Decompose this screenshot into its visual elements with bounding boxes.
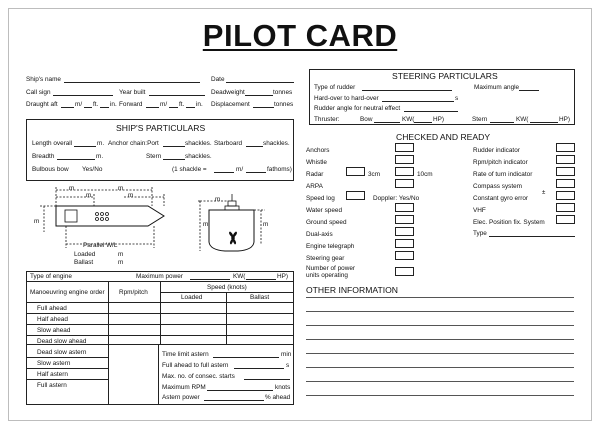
stern-kw-label: KW( [516,116,529,123]
radar-10cm-label: 10cm [417,171,433,178]
type-of-rudder-field[interactable] [362,90,452,91]
page-title: PILOT CARD [202,18,398,53]
astern-power-field[interactable] [204,400,264,401]
bow-hp-label: HP) [433,116,445,123]
year-built-field[interactable] [149,95,205,96]
shackle-m-field[interactable] [214,172,234,173]
astern-power-label: Astern power [162,394,200,401]
anchor-starboard-field[interactable] [246,146,263,147]
displacement-field[interactable] [253,107,274,108]
forward-in-unit: in. [196,101,203,108]
hull-superstructure [65,210,77,222]
engine-table-rule [26,344,294,345]
check-rudder-indicator-box[interactable] [556,143,575,152]
forward-m-unit: m/ [160,101,168,108]
check-power-units-label-1: Number of power [306,265,356,272]
date-field[interactable] [226,82,294,83]
max-power-hp-label: HP) [277,273,289,280]
steering-heading: STEERING PARTICULARS [392,71,498,81]
shackle-m-unit: m/ [236,166,244,173]
anchor-port-unit: shackles. [185,140,212,147]
radar-3cm-label: 3cm [368,171,381,178]
deadweight-label: Deadweight [211,89,245,96]
loaded-m-unit: m [118,251,124,258]
other-information-heading: OTHER INFORMATION [306,285,398,295]
engine-table-rule [26,324,294,325]
draught-aft-ft-unit: ft. [93,101,99,108]
forward-ft-unit: ft. [179,101,185,108]
max-power-hp-field[interactable] [246,279,276,280]
engine-table-rule [26,368,108,369]
call-sign-label: Call sign [26,89,51,96]
position-fix-type-label: Type [473,230,487,237]
ship-profile-diagrams [24,184,296,268]
check-arpa-box[interactable] [395,179,414,188]
loaded-header: Loaded [181,294,203,301]
check-power-units-label-2: units operating [306,272,348,279]
hull-plan-outline [56,206,164,226]
check-radar-3cm-box[interactable] [346,167,365,176]
ballast-header: Ballast [250,294,270,301]
diagram-m-label-3: m [86,192,92,199]
check-rpm-indicator-box[interactable] [556,155,575,164]
anchor-stern-unit: shackles. [185,153,212,160]
bulbous-bow-value[interactable]: Yes/No [82,166,103,173]
deadweight-field[interactable] [245,95,273,96]
diagram-m-label-1: m [69,185,75,192]
check-dual-axis-box[interactable] [395,227,414,236]
draught-aft-in-field[interactable] [100,107,109,108]
engine-table-rule [26,335,294,336]
maximum-power-label: Maximum power [136,273,183,280]
diagram-m-label-6: m [215,196,221,203]
breadth-unit: m. [96,153,104,160]
manoeuvring-order-header: Manoeuvring engine order [30,289,105,296]
engine-table-rule [108,281,109,405]
order-half-astern: Half astern [37,371,68,378]
order-dead-slow-astern: Dead slow astern [37,349,87,356]
hard-over-field[interactable] [382,101,454,102]
engine-table-rule [26,313,294,314]
maximum-rpm-field[interactable] [207,390,273,391]
full-ahead-astern-unit: s [286,362,290,369]
other-info-line-8[interactable] [306,395,574,396]
engine-table-rule [158,344,159,405]
maximum-power-field[interactable] [190,279,230,280]
stern-hp-label: HP) [559,116,571,123]
check-speed-log-box[interactable] [346,191,365,200]
check-vhf-label: VHF [473,207,486,214]
diagram-m-label-5: m [34,218,40,225]
anchor-chain-label: Anchor chain:Port [108,140,159,147]
ballast-label: Ballast [74,259,94,266]
ship-particulars-heading: SHIP'S PARTICULARS [116,123,206,133]
ballast-m-unit: m [118,259,124,266]
bulbous-bow-label: Bulbous bow [32,166,69,173]
check-position-fix-label: Elec. Position fix. System [473,219,545,226]
parallel-wl-label: Parallel W/L [83,242,118,249]
gyro-plus-minus-icon: ± [542,190,546,196]
forward-in-field[interactable] [186,107,195,108]
check-steering-gear-box[interactable] [395,251,414,260]
check-position-fix-box[interactable] [556,215,575,224]
full-ahead-astern-label: Full ahead to full astern [162,362,229,369]
rpm-pitch-header: Rpm/pitch [119,289,148,296]
draught-aft-m-unit: m/ [75,101,83,108]
check-vhf-box[interactable] [556,203,575,212]
forward-ft-field[interactable] [169,107,178,108]
year-built-label: Year built [119,89,146,96]
check-gyro-error-label: Constant gyro error [473,195,529,202]
shackle-fathoms-field[interactable] [246,172,266,173]
anchor-starboard-unit: shackles. [263,140,290,147]
order-half-ahead: Half ahead [37,316,68,323]
draught-aft-m-field[interactable] [61,107,74,108]
rudder-neutral-label: Rudder angle for neutral effect [314,105,401,112]
ships-name-label: Ship's name [26,76,61,83]
order-slow-ahead: Slow ahead [37,327,71,334]
engine-table-rule [226,292,227,344]
type-of-rudder-label: Type of rudder [314,84,356,91]
order-full-astern: Full astern [37,382,67,389]
deadweight-unit: tonnes [273,89,293,96]
maximum-rpm-label: Maximum RPM [162,384,206,391]
thruster-label: Thruster: [314,116,340,123]
check-rate-of-turn-label: Rate of turn indicator [473,171,533,178]
other-info-line-4[interactable] [306,339,574,340]
order-full-ahead: Full ahead [37,305,67,312]
maximum-angle-label: Maximum angle [474,84,520,91]
length-overall-label: Length overall [32,140,73,147]
check-ground-speed-box[interactable] [395,215,414,224]
check-radar-10cm-box[interactable] [395,167,414,176]
other-info-line-6[interactable] [306,367,574,368]
draught-aft-label: Draught aft [26,101,58,108]
maximum-rpm-unit: knots [275,384,291,391]
checked-ready-heading: CHECKED AND READY [396,132,491,142]
check-dual-axis-label: Dual-axis [306,231,333,238]
max-power-kw-label: KW( [233,273,246,280]
check-anchors-box[interactable] [395,143,414,152]
time-limit-astern-field[interactable] [213,357,279,358]
check-ground-speed-label: Ground speed [306,219,347,226]
breadth-field[interactable] [57,159,95,160]
other-info-line-7[interactable] [306,381,574,382]
shackle-equation-label: (1 shackle = [172,166,207,173]
anchor-stern-label: Stern [146,153,162,160]
diagram-m-label-4: m [128,192,134,199]
time-limit-astern-unit: min [281,351,292,358]
rudder-neutral-field[interactable] [404,111,458,112]
check-rate-of-turn-box[interactable] [556,167,575,176]
stern-thruster-field[interactable] [490,122,514,123]
check-gyro-error-box[interactable] [556,191,575,200]
diagram-m-label-8: m [263,221,269,228]
engine-table-rule [26,357,108,358]
diagram-m-label-7: m [203,221,209,228]
check-rudder-indicator-label: Rudder indicator [473,147,520,154]
starboard-label: Starboard [214,140,243,147]
draught-aft-in-unit: in. [110,101,117,108]
doppler-label: Doppler: Yes/No [373,195,420,202]
check-whistle-label: Whistle [306,159,327,166]
order-slow-astern: Slow astern [37,360,71,367]
breadth-label: Breadth [32,153,55,160]
check-power-units-box[interactable] [395,267,414,276]
check-whistle-box[interactable] [395,155,414,164]
stern-hp-field[interactable] [530,122,558,123]
other-info-line-3[interactable] [306,325,574,326]
other-info-line-1[interactable] [306,297,574,298]
engine-table-rule [26,302,294,303]
shackle-fathoms-unit: fathoms) [267,166,292,173]
date-label: Date [211,76,225,83]
check-steering-gear-label: Steering gear [306,255,345,262]
check-rpm-indicator-label: Rpm/pitch indicator [473,159,528,166]
time-limit-astern-label: Time limit astern [162,351,209,358]
other-info-line-5[interactable] [306,353,574,354]
bow-thruster-label: Bow [360,116,373,123]
draught-aft-ft-field[interactable] [84,107,92,108]
max-consec-starts-label: Max. no. of consec. starts [162,373,235,380]
displacement-unit: tonnes [274,101,294,108]
full-ahead-astern-field[interactable] [234,368,284,369]
stern-thruster-label: Stern [472,116,488,123]
engine-table-rule [160,292,294,293]
bow-hp-field[interactable] [414,122,432,123]
call-sign-field[interactable] [53,95,113,96]
bow-thruster-field[interactable] [374,122,400,123]
anchor-stern-field[interactable] [163,159,185,160]
anchor-port-field[interactable] [163,146,185,147]
check-engine-telegraph-label: Engine telegraph [306,243,355,250]
check-water-speed-label: Water speed [306,207,342,214]
hull-section-outline [209,210,254,251]
type-of-engine-label: Type of engine [30,273,72,280]
loaded-label: Loaded [74,251,96,258]
check-speed-log-label: Speed log [306,195,335,202]
forward-m-field[interactable] [146,107,159,108]
other-info-line-2[interactable] [306,311,574,312]
speed-knots-header: Speed (knots) [207,284,247,291]
max-consec-starts-field[interactable] [244,379,290,380]
maximum-angle-field[interactable] [519,90,539,91]
hard-over-unit: s [455,95,459,102]
order-dead-slow-ahead: Dead slow ahead [37,338,87,345]
forward-label: Forward [119,101,143,108]
check-radar-label: Radar [306,171,324,178]
length-overall-unit: m. [97,140,105,147]
check-anchors-label: Anchors [306,147,330,154]
hard-over-label: Hard-over to hard-over [314,95,379,102]
diagram-m-label-2: m [118,185,124,192]
ships-name-field[interactable] [64,82,200,83]
bow-kw-label: KW( [402,116,415,123]
position-fix-type-field[interactable] [489,236,575,237]
astern-power-unit: % ahead [265,394,291,401]
displacement-label: Displacement [211,101,250,108]
check-arpa-label: ARPA [306,183,323,190]
check-water-speed-box[interactable] [395,203,414,212]
engine-table-rule [26,379,108,380]
check-compass-label: Compass system [473,183,523,190]
check-engine-telegraph-box[interactable] [395,239,414,248]
check-compass-box[interactable] [556,179,575,188]
length-overall-field[interactable] [74,146,96,147]
